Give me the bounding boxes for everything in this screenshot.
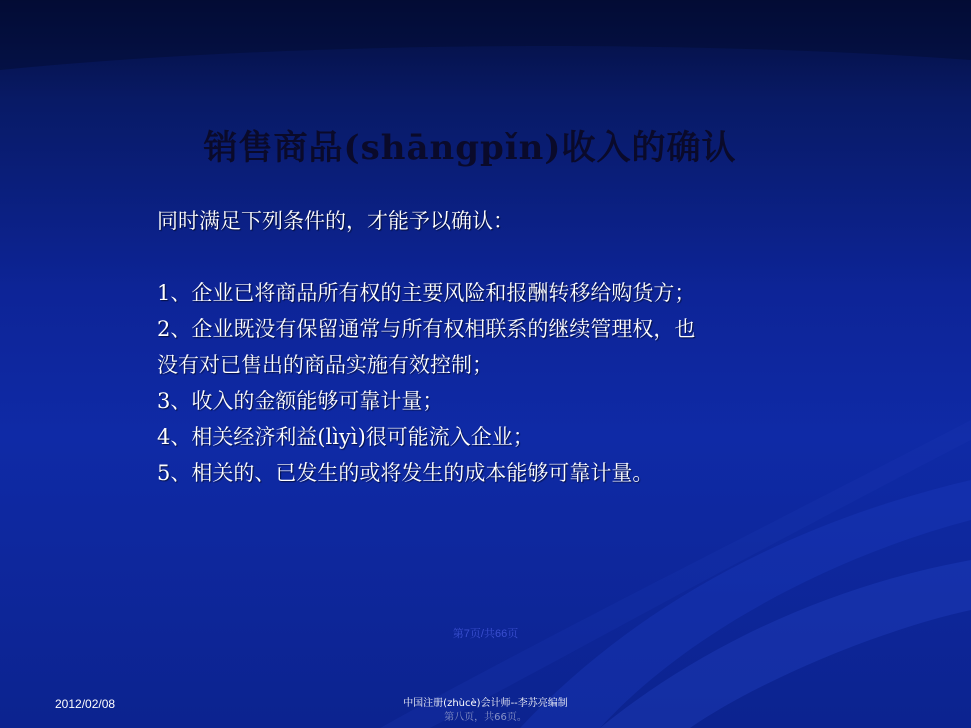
page-indicator: 第7页/共66页 [452, 628, 519, 640]
slide-body [157, 203, 837, 491]
footer-page: 第八页，共66页。 [444, 712, 527, 723]
footer-author: 中国注册(zhùcè)会计师--李苏亮编制 [403, 698, 568, 709]
slide-date: 2012/02/08 [55, 697, 116, 711]
slide-title: 销售商品(shāngpǐn)收入的确认 [203, 128, 737, 168]
condition-item: 2、企业既没有保留通常与所有权相联系的继续管理权，也 [157, 317, 696, 341]
condition-item: 4、相关经济利益(lìyì)很可能流入企业； [157, 425, 534, 449]
slide-footer [0, 697, 971, 725]
condition-item: 1、企业已将商品所有权的主要风险和报酬转移给购货方； [157, 281, 696, 305]
condition-item: 3、收入的金额能够可靠计量； [157, 389, 444, 413]
spacer [157, 239, 837, 275]
intro-text: 同时满足下列条件的，才能予以确认： [157, 209, 514, 233]
condition-item: 没有对已售出的商品实施有效控制； [157, 353, 493, 377]
condition-item: 5、相关的、已发生的或将发生的成本能够可靠计量。 [157, 461, 654, 485]
